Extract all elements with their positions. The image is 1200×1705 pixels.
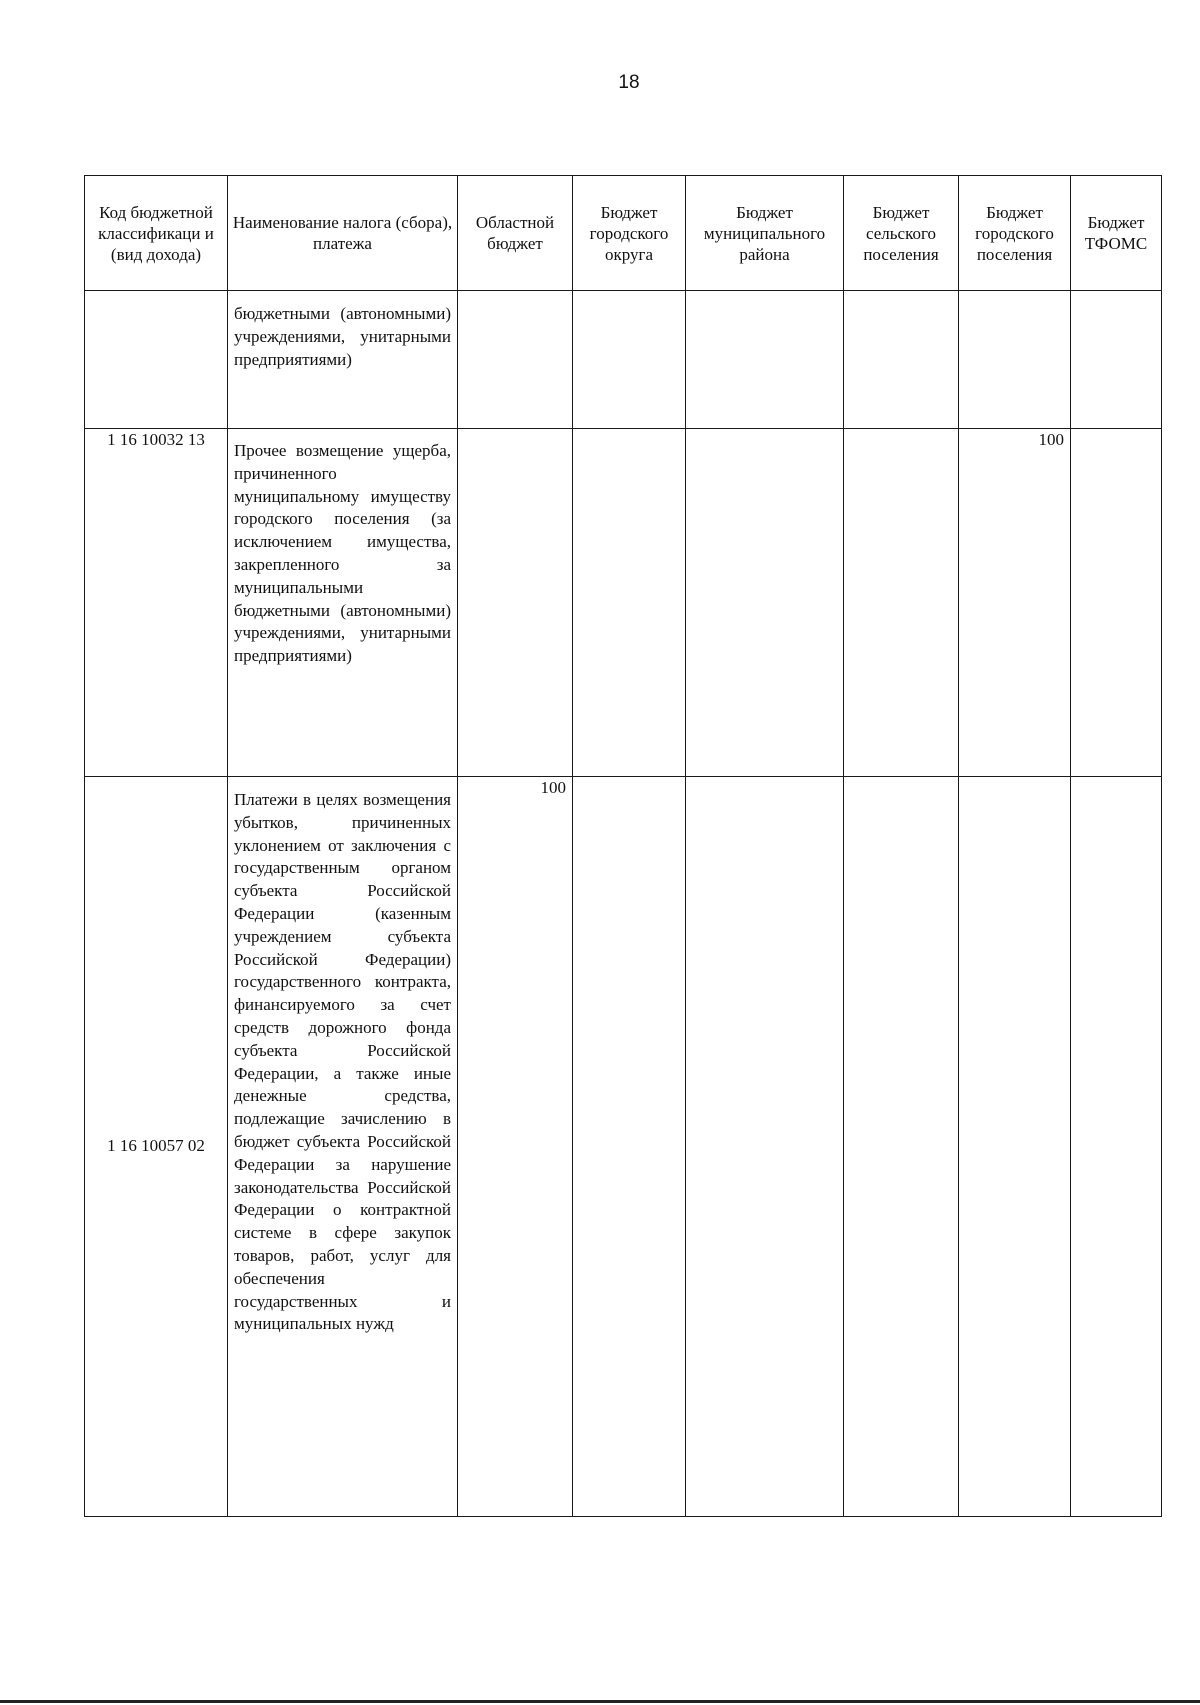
table-row <box>85 429 1162 777</box>
row-value-tfoms <box>1071 429 1162 777</box>
row-value-regional <box>458 291 573 429</box>
row-code: 1 16 10057 02 <box>85 777 228 1517</box>
row-name: бюджетными (автономными) учреждениями, унитарными предприятиями) <box>228 291 458 429</box>
header-code: Код бюджетной классификаци и (вид дохода) <box>85 176 228 291</box>
row-name: Платежи в целях возмещения убытков, причиненных уклонением от заключения с государственным органом субъекта Российской Федерации (казенным учреждением субъекта Российской Федерации) государственного контракта, финансируемого за счет средств дорожного фонда субъекта Российской Федерации, а также иные денежные средства, подлежащие зачислению в бюджет субъекта Российской Федерации за нарушение законодательства Российской Федерации о контрактной системе в сфере закупок товаров, работ, услуг для обеспечения государственных и муниципальных нужд <box>228 777 458 1517</box>
row-value-rural-settlement <box>844 291 959 429</box>
row-value-municipal-district <box>686 777 844 1517</box>
row-value-city-district <box>573 777 686 1517</box>
header-rural-settlement-budget: Бюджет сельского поселения <box>844 176 959 291</box>
table-row <box>85 291 1162 429</box>
budget-distribution-table <box>84 175 1162 1517</box>
row-code <box>85 291 228 429</box>
table-row <box>85 777 1162 1517</box>
page-bottom-rule <box>0 1700 1200 1703</box>
row-value-rural-settlement <box>844 777 959 1517</box>
header-city-district-budget: Бюджет городского округа <box>573 176 686 291</box>
page-number: 18 <box>618 72 640 93</box>
table-header-row <box>85 176 1162 291</box>
row-value-city-district <box>573 291 686 429</box>
header-regional-budget: Областной бюджет <box>458 176 573 291</box>
row-value-urban-settlement <box>959 777 1071 1517</box>
header-municipal-district-budget: Бюджет муниципального района <box>686 176 844 291</box>
row-value-city-district <box>573 429 686 777</box>
header-tfoms-budget: Бюджет ТФОМС <box>1071 176 1162 291</box>
header-urban-settlement-budget: Бюджет городского поселения <box>959 176 1071 291</box>
row-value-urban-settlement: 100 <box>959 429 1071 777</box>
row-value-tfoms <box>1071 777 1162 1517</box>
row-value-municipal-district <box>686 291 844 429</box>
row-value-municipal-district <box>686 429 844 777</box>
row-value-regional <box>458 429 573 777</box>
row-code: 1 16 10032 13 <box>85 429 228 777</box>
row-value-rural-settlement <box>844 429 959 777</box>
row-value-urban-settlement <box>959 291 1071 429</box>
row-value-tfoms <box>1071 291 1162 429</box>
row-value-regional: 100 <box>458 777 573 1517</box>
header-name: Наименование налога (сбора), платежа <box>228 176 458 291</box>
row-name: Прочее возмещение ущерба, причиненного муниципальному имуществу городского поселения (за исключением имущества, закрепленного за муниципальными бюджетными (автономными) учреждениями, унитарными предприятиями) <box>228 429 458 777</box>
